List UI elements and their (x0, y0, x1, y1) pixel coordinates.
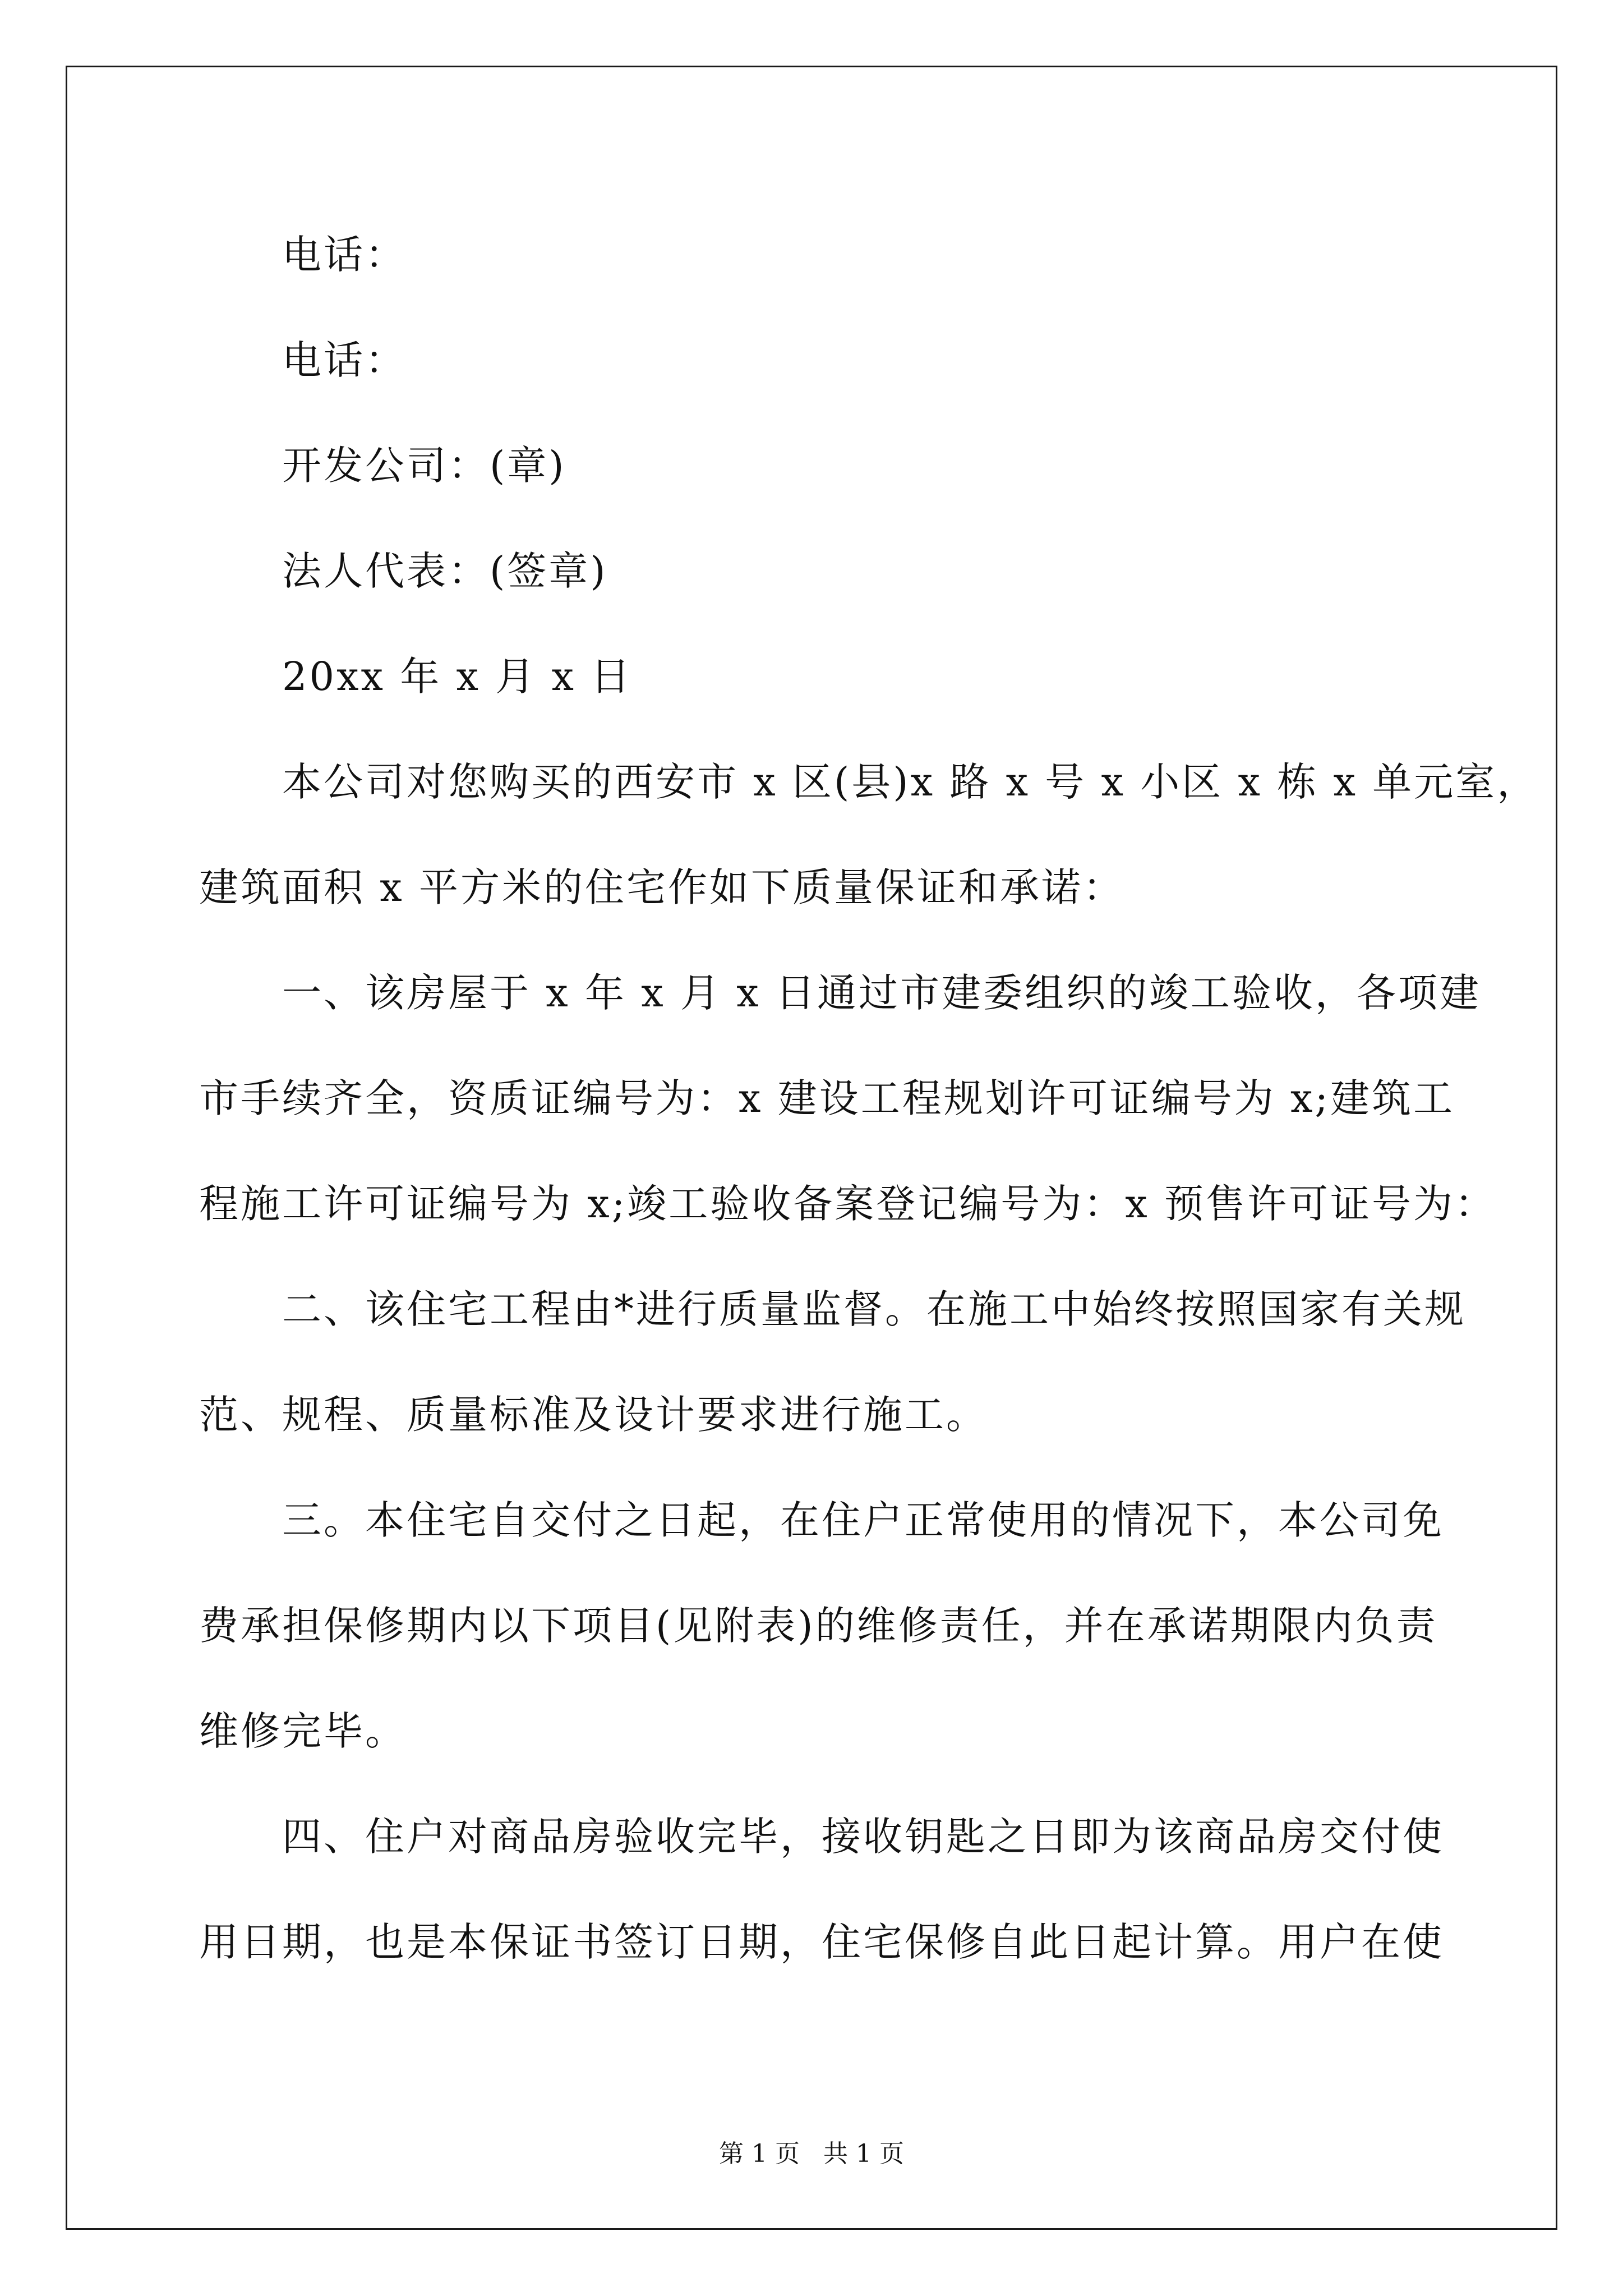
text-line: 本公司对您购买的西安市 x 区(县)x 路 x 号 x 小区 x 栋 x 单元室， (282, 759, 1539, 805)
text-line: 范、规程、质量标准及设计要求进行施工。 (199, 1392, 988, 1438)
text-line: 二、该住宅工程由*进行质量监督。在施工中始终按照国家有关规 (282, 1286, 1466, 1332)
date-line: 20xx 年 x 月 x 日 (282, 654, 633, 700)
text-line: 三。本住宅自交付之日起，在住户正常使用的情况下，本公司免 (282, 1497, 1444, 1543)
text-line: 程施工许可证编号为 x;竣工验收备案登记编号为：x 预售许可证号为： (199, 1181, 1497, 1227)
document-body (199, 202, 1539, 1995)
text-line: 电话： (282, 337, 407, 383)
text-line: 开发公司：(章) (282, 443, 566, 489)
text-line: 一、该房屋于 x 年 x 月 x 日通过市建委组织的竣工验收，各项建 (282, 970, 1481, 1016)
text-line: 法人代表：(签章) (282, 548, 608, 594)
page-footer: 第 1 页 共 1 页 (719, 2139, 904, 2168)
text-line: 用日期，也是本保证书签订日期，住宅保修自此日起计算。用户在使 (199, 1919, 1444, 1965)
text-line: 费承担保修期内以下项目(见附表)的维修责任，并在承诺期限内负责 (199, 1603, 1438, 1649)
text-line: 市手续齐全，资质证编号为：x 建设工程规划许可证编号为 x;建筑工 (199, 1075, 1455, 1121)
text-line: 建筑面积 x 平方米的住宅作如下质量保证和承诺： (199, 864, 1124, 910)
text-line: 四、住户对商品房验收完毕，接收钥匙之日即为该商品房交付使 (282, 1814, 1444, 1860)
text-line: 维修完毕。 (199, 1708, 407, 1754)
text-line: 电话： (282, 232, 407, 278)
